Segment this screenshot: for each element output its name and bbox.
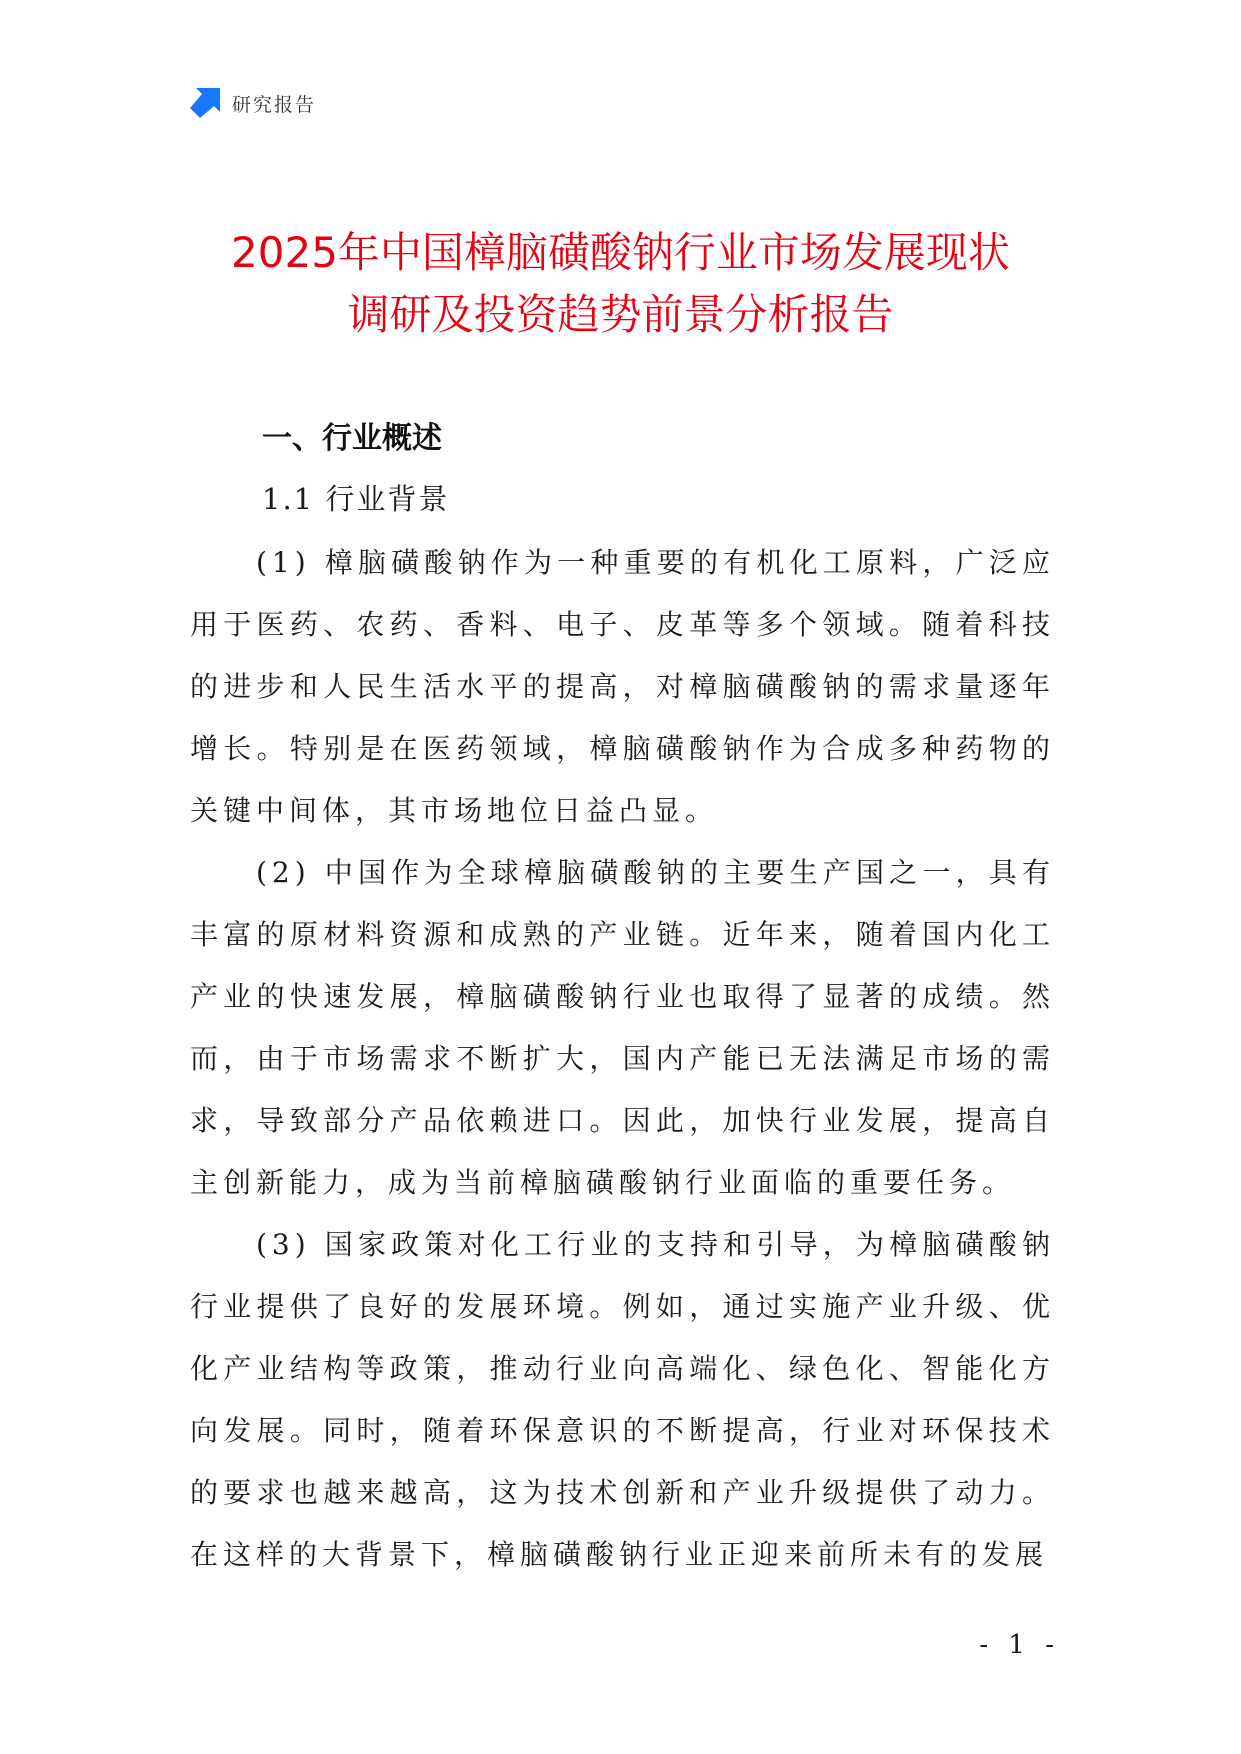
- section-heading: 一、行业概述: [262, 421, 442, 456]
- paragraph-1: (1) 樟脑磺酸钠作为一种重要的有机化工原料，广泛应用于医药、农药、香料、电子、皮革等多个领域。随着科技的进步和人民生活水平的提高，对樟脑磺酸钠的需求量逐年增长。特别是在医药领域，樟脑磺酸钠作为合成多种药物的关键中间体，其市场地位日益凸显。: [190, 546, 1055, 827]
- title-line-2: 调研及投资趋势前景分析报告: [347, 290, 894, 339]
- arrow-up-right-icon: [190, 88, 220, 118]
- title-line-1: 2025年中国樟脑磺酸钠行业市场发展现状: [231, 228, 1010, 277]
- paragraph-3: (3) 国家政策对化工行业的支持和引导，为樟脑磺酸钠行业提供了良好的发展环境。例如，通过实施产业升级、优化产业结构等政策，推动行业向高端化、绿色化、智能化方向发展。同时，随着环保意识的不断提高，行业对环保技术的要求也越来越高，这为技术创新和产业升级提供了动力。在这样的大背景下，樟脑磺酸钠行业正迎来前所未有的发展: [190, 1228, 1055, 1571]
- page-number: - 1 -: [979, 1630, 1060, 1660]
- subsection-heading: 1.1 行业背景: [262, 482, 450, 516]
- report-header: [190, 88, 316, 118]
- paragraph-2: (2) 中国作为全球樟脑磺酸钠的主要生产国之一，具有丰富的原材料资源和成熟的产业链。近年来，随着国内化工产业的快速发展，樟脑磺酸钠行业也取得了显著的成绩。然而，由于市场需求不断扩大，国内产能已无法满足市场的需求，导致部分产品依赖进口。因此，加快行业发展，提高自主创新能力，成为当前樟脑磺酸钠行业面临的重要任务。: [190, 856, 1055, 1199]
- header-label: 研究报告: [232, 93, 317, 116]
- document-title: [0, 222, 1241, 346]
- document-body: [190, 414, 1055, 1586]
